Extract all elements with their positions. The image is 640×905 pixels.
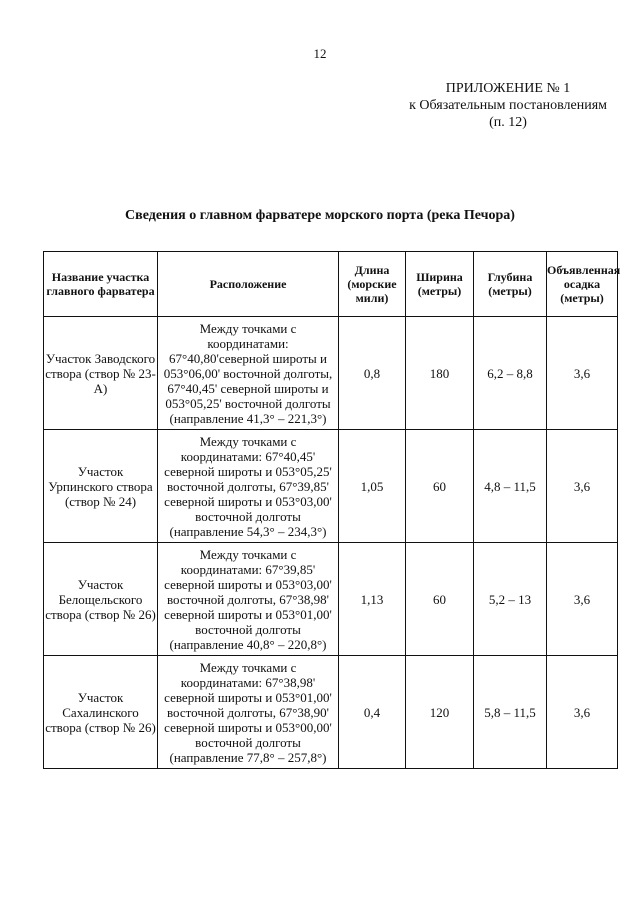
appendix-title: ПРИЛОЖЕНИЕ № 1 xyxy=(445,81,571,96)
cell-draft: 3,6 xyxy=(547,317,618,430)
cell-draft: 3,6 xyxy=(547,430,618,543)
cell-name: Участок Белощельского створа (створ № 26) xyxy=(44,543,158,656)
appendix-header xyxy=(409,80,607,131)
header-draft: Объявленная осадка (метры) xyxy=(547,252,618,317)
cell-location: Между точками с координатами: 67°40,80'северной широты и 053°06,00' восточной долготы, 67°40,45' северной широты и 053°05,25' восточной долготы (направление 41,3° – 221,3°) xyxy=(158,317,339,430)
appendix-reference: к Обязательным постановлениям xyxy=(409,98,607,113)
cell-length: 0,4 xyxy=(339,656,406,769)
table-row xyxy=(44,317,618,430)
cell-location: Между точками с координатами: 67°39,85' северной широты и 053°03,00' восточной долготы, 67°38,98' северной широты и 053°01,00' восточной долготы (направление 40,8° – 220,8°) xyxy=(158,543,339,656)
cell-draft: 3,6 xyxy=(547,543,618,656)
cell-depth: 6,2 – 8,8 xyxy=(474,317,547,430)
table-row xyxy=(44,543,618,656)
cell-location: Между точками с координатами: 67°40,45' северной широты и 053°05,25' восточной долготы, 67°39,85' северной широты и 053°03,00' восточной долготы (направление 54,3° – 234,3°) xyxy=(158,430,339,543)
cell-name: Участок Урпинского створа (створ № 24) xyxy=(44,430,158,543)
page-number: 12 xyxy=(313,46,327,61)
cell-width: 120 xyxy=(406,656,474,769)
header-location: Расположение xyxy=(158,252,339,317)
cell-width: 60 xyxy=(406,543,474,656)
cell-name: Участок Заводского створа (створ № 23-А) xyxy=(44,317,158,430)
cell-name: Участок Сахалинского створа (створ № 26) xyxy=(44,656,158,769)
cell-length: 0,8 xyxy=(339,317,406,430)
table-header-row xyxy=(44,252,618,317)
header-length: Длина (морские мили) xyxy=(339,252,406,317)
table-row xyxy=(44,430,618,543)
cell-length: 1,05 xyxy=(339,430,406,543)
cell-length: 1,13 xyxy=(339,543,406,656)
cell-width: 180 xyxy=(406,317,474,430)
cell-depth: 5,2 – 13 xyxy=(474,543,547,656)
header-depth: Глубина (метры) xyxy=(474,252,547,317)
cell-location: Между точками с координатами: 67°38,98' северной широты и 053°01,00' восточной долготы, 67°38,90' северной широты и 053°00,00' восточной долготы (направление 77,8° – 257,8°) xyxy=(158,656,339,769)
header-width: Ширина (метры) xyxy=(406,252,474,317)
header-name: Название участка главного фарватера xyxy=(44,252,158,317)
cell-width: 60 xyxy=(406,430,474,543)
appendix-clause: (п. 12) xyxy=(489,115,527,130)
fairway-table xyxy=(43,251,621,769)
cell-depth: 5,8 – 11,5 xyxy=(474,656,547,769)
table-row xyxy=(44,656,618,769)
document-title: Сведения о главном фарватере морского порта (река Печора) xyxy=(125,208,515,223)
cell-depth: 4,8 – 11,5 xyxy=(474,430,547,543)
cell-draft: 3,6 xyxy=(547,656,618,769)
